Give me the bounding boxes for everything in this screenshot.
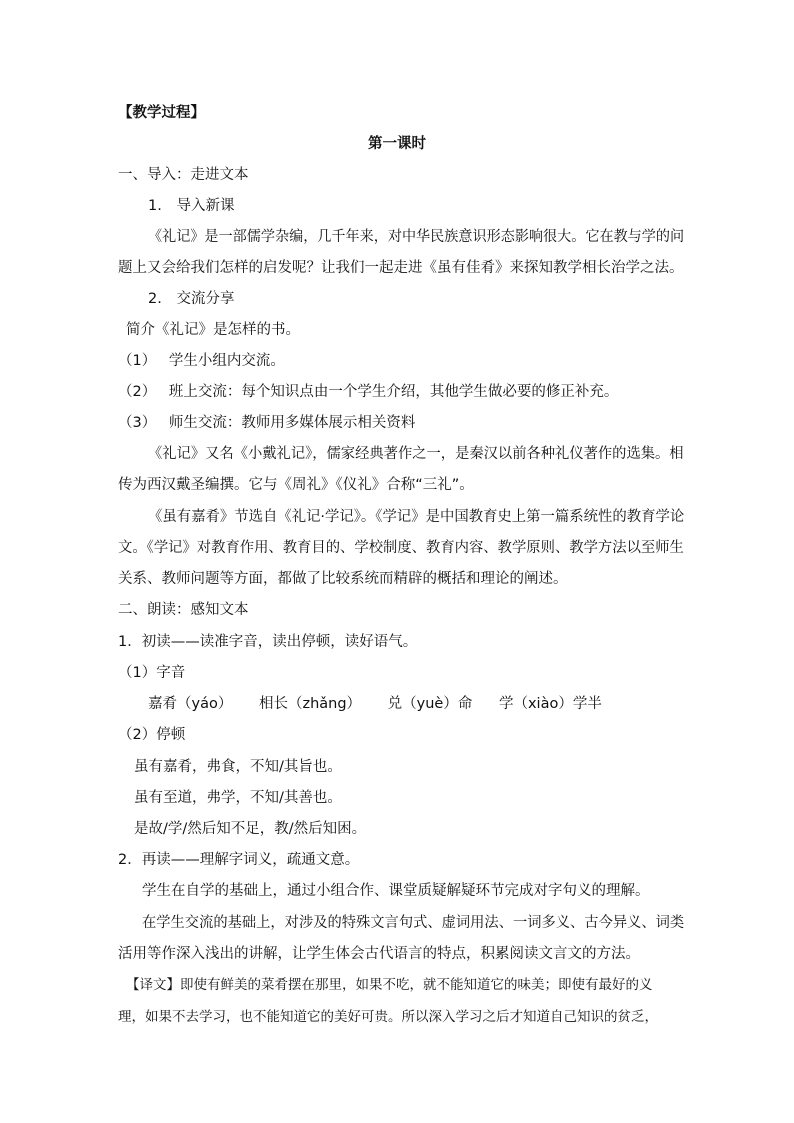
xueji-paragraph-line-1: 《虽有嘉肴》节选自《礼记·学记》。《学记》是中国教育史上第一篇系统性的教育学论: [148, 509, 685, 525]
xueji-paragraph-line-3: 关系、教师问题等方面，都做了比较系统而精辟的概括和理论的阐述。: [118, 571, 568, 587]
intro-paragraph-line-1: 《礼记》是一部儒学杂编，几千年来，对中华民族意识形态影响很大。它在教与学的问: [148, 229, 685, 245]
sub-item-2-label: 交流分享: [176, 291, 235, 307]
pronunciation-item: 相长（zhǎng）: [258, 696, 362, 712]
share-intro: 简介《礼记》是怎样的书。: [126, 322, 300, 338]
step-2-text: 班上交流：每个知识点由一个学生介绍，其他学生做必要的修正补充。: [168, 384, 619, 400]
translation-line-2: 理，如果不去学习，也不能知道它的美好可贵。所以深入学习之后才知道自己知识的贫乏，: [118, 1009, 658, 1025]
xueji-paragraph-line-2: 文。《学记》对教育作用、教育目的、学校制度、教育内容、教学原则、教学方法以至师生: [118, 540, 684, 556]
pronunciation-label: （1）字音: [118, 665, 186, 681]
pronunciation-list: [148, 694, 602, 714]
step-2-number: （2）: [118, 384, 157, 400]
sub-item-2-number: 2.: [148, 291, 162, 307]
section-header: 【教学过程】: [118, 105, 205, 121]
pause-sentence-2: 虽有至道，弗学，不知/其善也。: [134, 790, 342, 806]
second-reading: 2．再读——理解字词义，疏通文意。: [118, 852, 360, 868]
intro-paragraph-line-2: 题上又会给我们怎样的启发呢？让我们一起走进《虽有佳肴》来探知教学相长治学之法。: [118, 260, 684, 276]
pause-sentence-1: 虽有嘉肴，弗食，不知/其旨也。: [134, 759, 342, 775]
step-2: [118, 382, 618, 402]
step-1: [118, 351, 285, 371]
translation-line-1: 【译文】即使有鲜美的菜肴摆在那里，如果不吃，就不能知道它的味美；即使有最好的义: [126, 977, 653, 993]
step-3: [118, 413, 415, 433]
part1-heading: 一、导入：走进文本: [118, 167, 249, 183]
step-1-number: （1）: [118, 353, 157, 369]
lesson-title: 第一课时: [368, 136, 426, 152]
second-reading-paragraph-2-line-1: 在学生交流的基础上，对涉及的特殊文言句式、虚词用法、一词多义、古今异义、词类: [142, 915, 685, 931]
pronunciation-item: 学（xiào）学半: [498, 696, 602, 712]
sub-item-1: [148, 196, 234, 216]
step-3-number: （3）: [118, 415, 157, 431]
second-reading-paragraph-2-line-2: 活用等作深入浅出的讲解，让学生体会古代语言的特点，积累阅读文言文的方法。: [118, 946, 640, 962]
first-reading: 1．初读——读准字音，读出停顿，读好语气。: [118, 634, 418, 650]
sub-item-2: [148, 289, 234, 309]
liji-paragraph-line-2: 传为西汉戴圣编撰。它与《周礼》《仪礼》合称“三礼”。: [118, 477, 474, 493]
step-1-text: 学生小组内交流。: [168, 353, 285, 369]
liji-paragraph-line-1: 《礼记》又名《小戴礼记》，儒家经典著作之一，是秦汉以前各种礼仪著作的选集。相: [148, 446, 684, 462]
sub-item-1-label: 导入新课: [176, 198, 235, 214]
part2-heading: 二、朗读：感知文本: [118, 602, 249, 618]
step-3-text: 师生交流：教师用多媒体展示相关资料: [168, 415, 416, 431]
pronunciation-item: 嘉肴（yáo）: [148, 696, 233, 712]
pronunciation-item: 兑（yuè）命: [387, 696, 473, 712]
second-reading-paragraph-1: 学生在自学的基础上，通过小组合作、课堂质疑解疑环节完成对字句义的理解。: [142, 883, 650, 899]
pause-label: （2）停顿: [118, 727, 186, 743]
pause-sentence-3: 是故/学/然后知不足，教/然后知困。: [134, 821, 367, 837]
sub-item-1-number: 1.: [148, 198, 162, 214]
